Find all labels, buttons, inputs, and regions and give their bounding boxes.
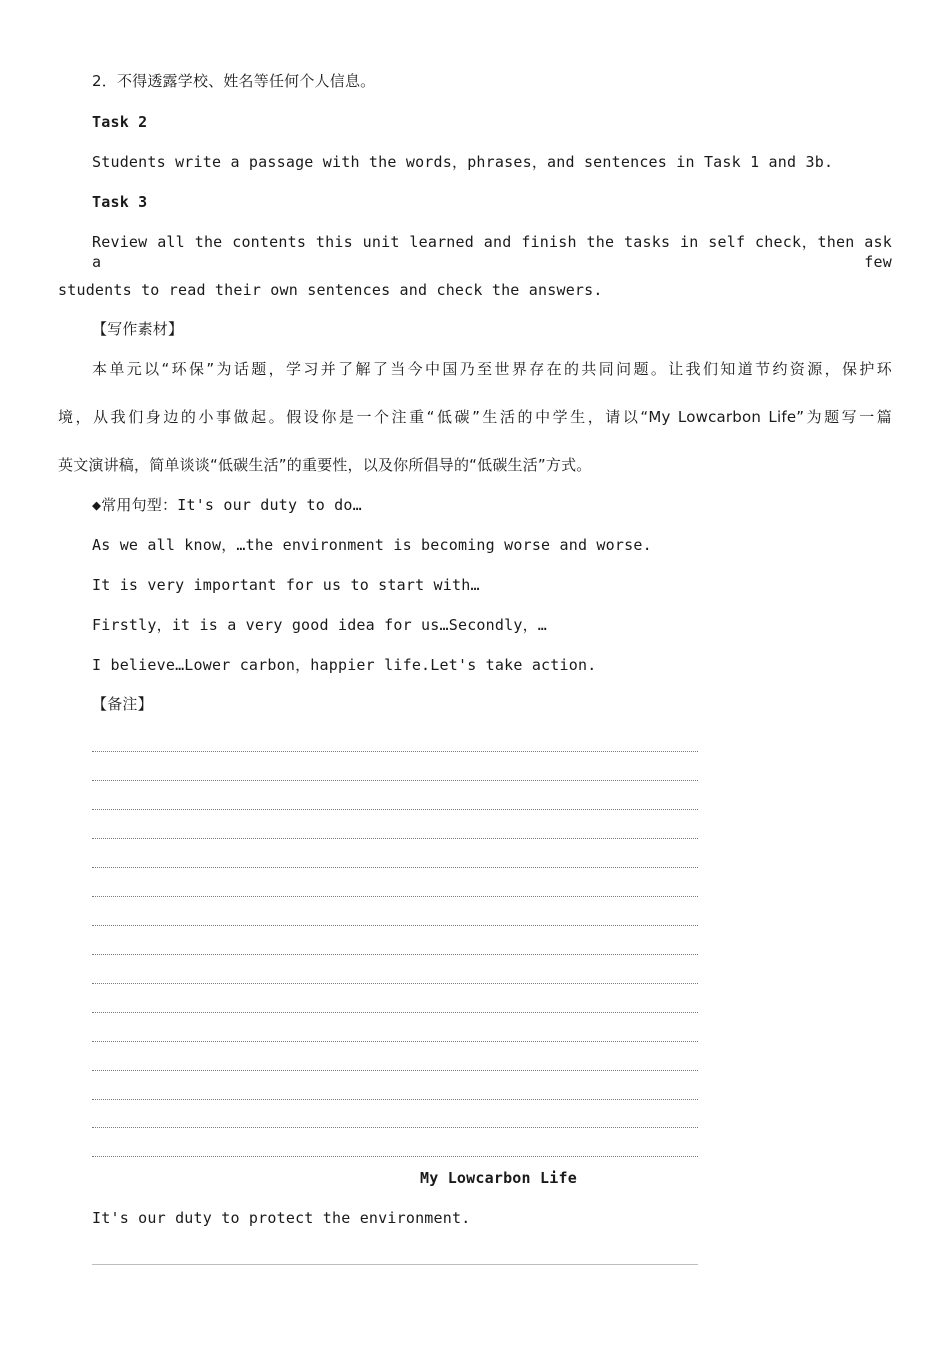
writing-line [92,809,698,810]
sentence-pattern-3: It is very important for us to start with… [92,576,480,594]
writing-line [92,983,698,984]
sentence-pattern-5: I believe…Lower carbon，happier life.Let's take action. [92,656,597,674]
sentence-pattern-2: As we all know，…the environment is becoming worse and worse. [92,536,652,554]
writing-line [92,1070,698,1071]
task-2-text: Students write a passage with the words，phrases，and sentences in Task 1 and 3b. [92,153,834,171]
writing-line [92,1012,698,1013]
writing-material-line-2: 境，从我们身边的小事做起。假设你是一个注重“低碳”生活的中学生，请以“My Lowcarbon Life”为题写一篇 [58,408,892,426]
writing-line [92,867,698,868]
writing-line [92,780,698,781]
writing-line [92,838,698,839]
task-2-heading: Task 2 [92,113,148,131]
writing-line [92,1127,698,1128]
writing-line [92,1099,698,1100]
sentence-pattern-1: ◆常用句型：It's our duty to do… [92,496,362,514]
writing-line [92,1041,698,1042]
sentence-pattern-4: Firstly，it is a very good idea for us…Secondly，… [92,616,548,634]
essay-title: My Lowcarbon Life [420,1169,577,1187]
essay-first-line: It's our duty to protect the environment. [92,1209,471,1227]
notes-heading: 【备注】 [92,695,153,713]
writing-material-heading: 【写作素材】 [92,320,184,338]
writing-line [92,896,698,897]
writing-material-line-1: 本单元以“环保”为话题，学习并了解了当今中国乃至世界存在的共同问题。让我们知道节约资源，保护环 [92,360,892,378]
writing-material-line-3: 英文演讲稿，简单谈谈“低碳生活”的重要性，以及你所倡导的“低碳生活”方式。 [58,456,592,474]
writing-line [92,751,698,752]
task-3-text-line-2: students to read their own sentences and check the answers. [58,281,603,299]
task-3-heading: Task 3 [92,193,148,211]
task-3-text-line-1: Review all the contents this unit learned and finish the tasks in self check，then ask a few [92,233,892,271]
writing-line [92,954,698,955]
essay-writing-line [92,1264,698,1265]
writing-line [92,1156,698,1157]
writing-line [92,925,698,926]
instruction-item-2: 2．不得透露学校、姓名等任何个人信息。 [92,72,376,90]
